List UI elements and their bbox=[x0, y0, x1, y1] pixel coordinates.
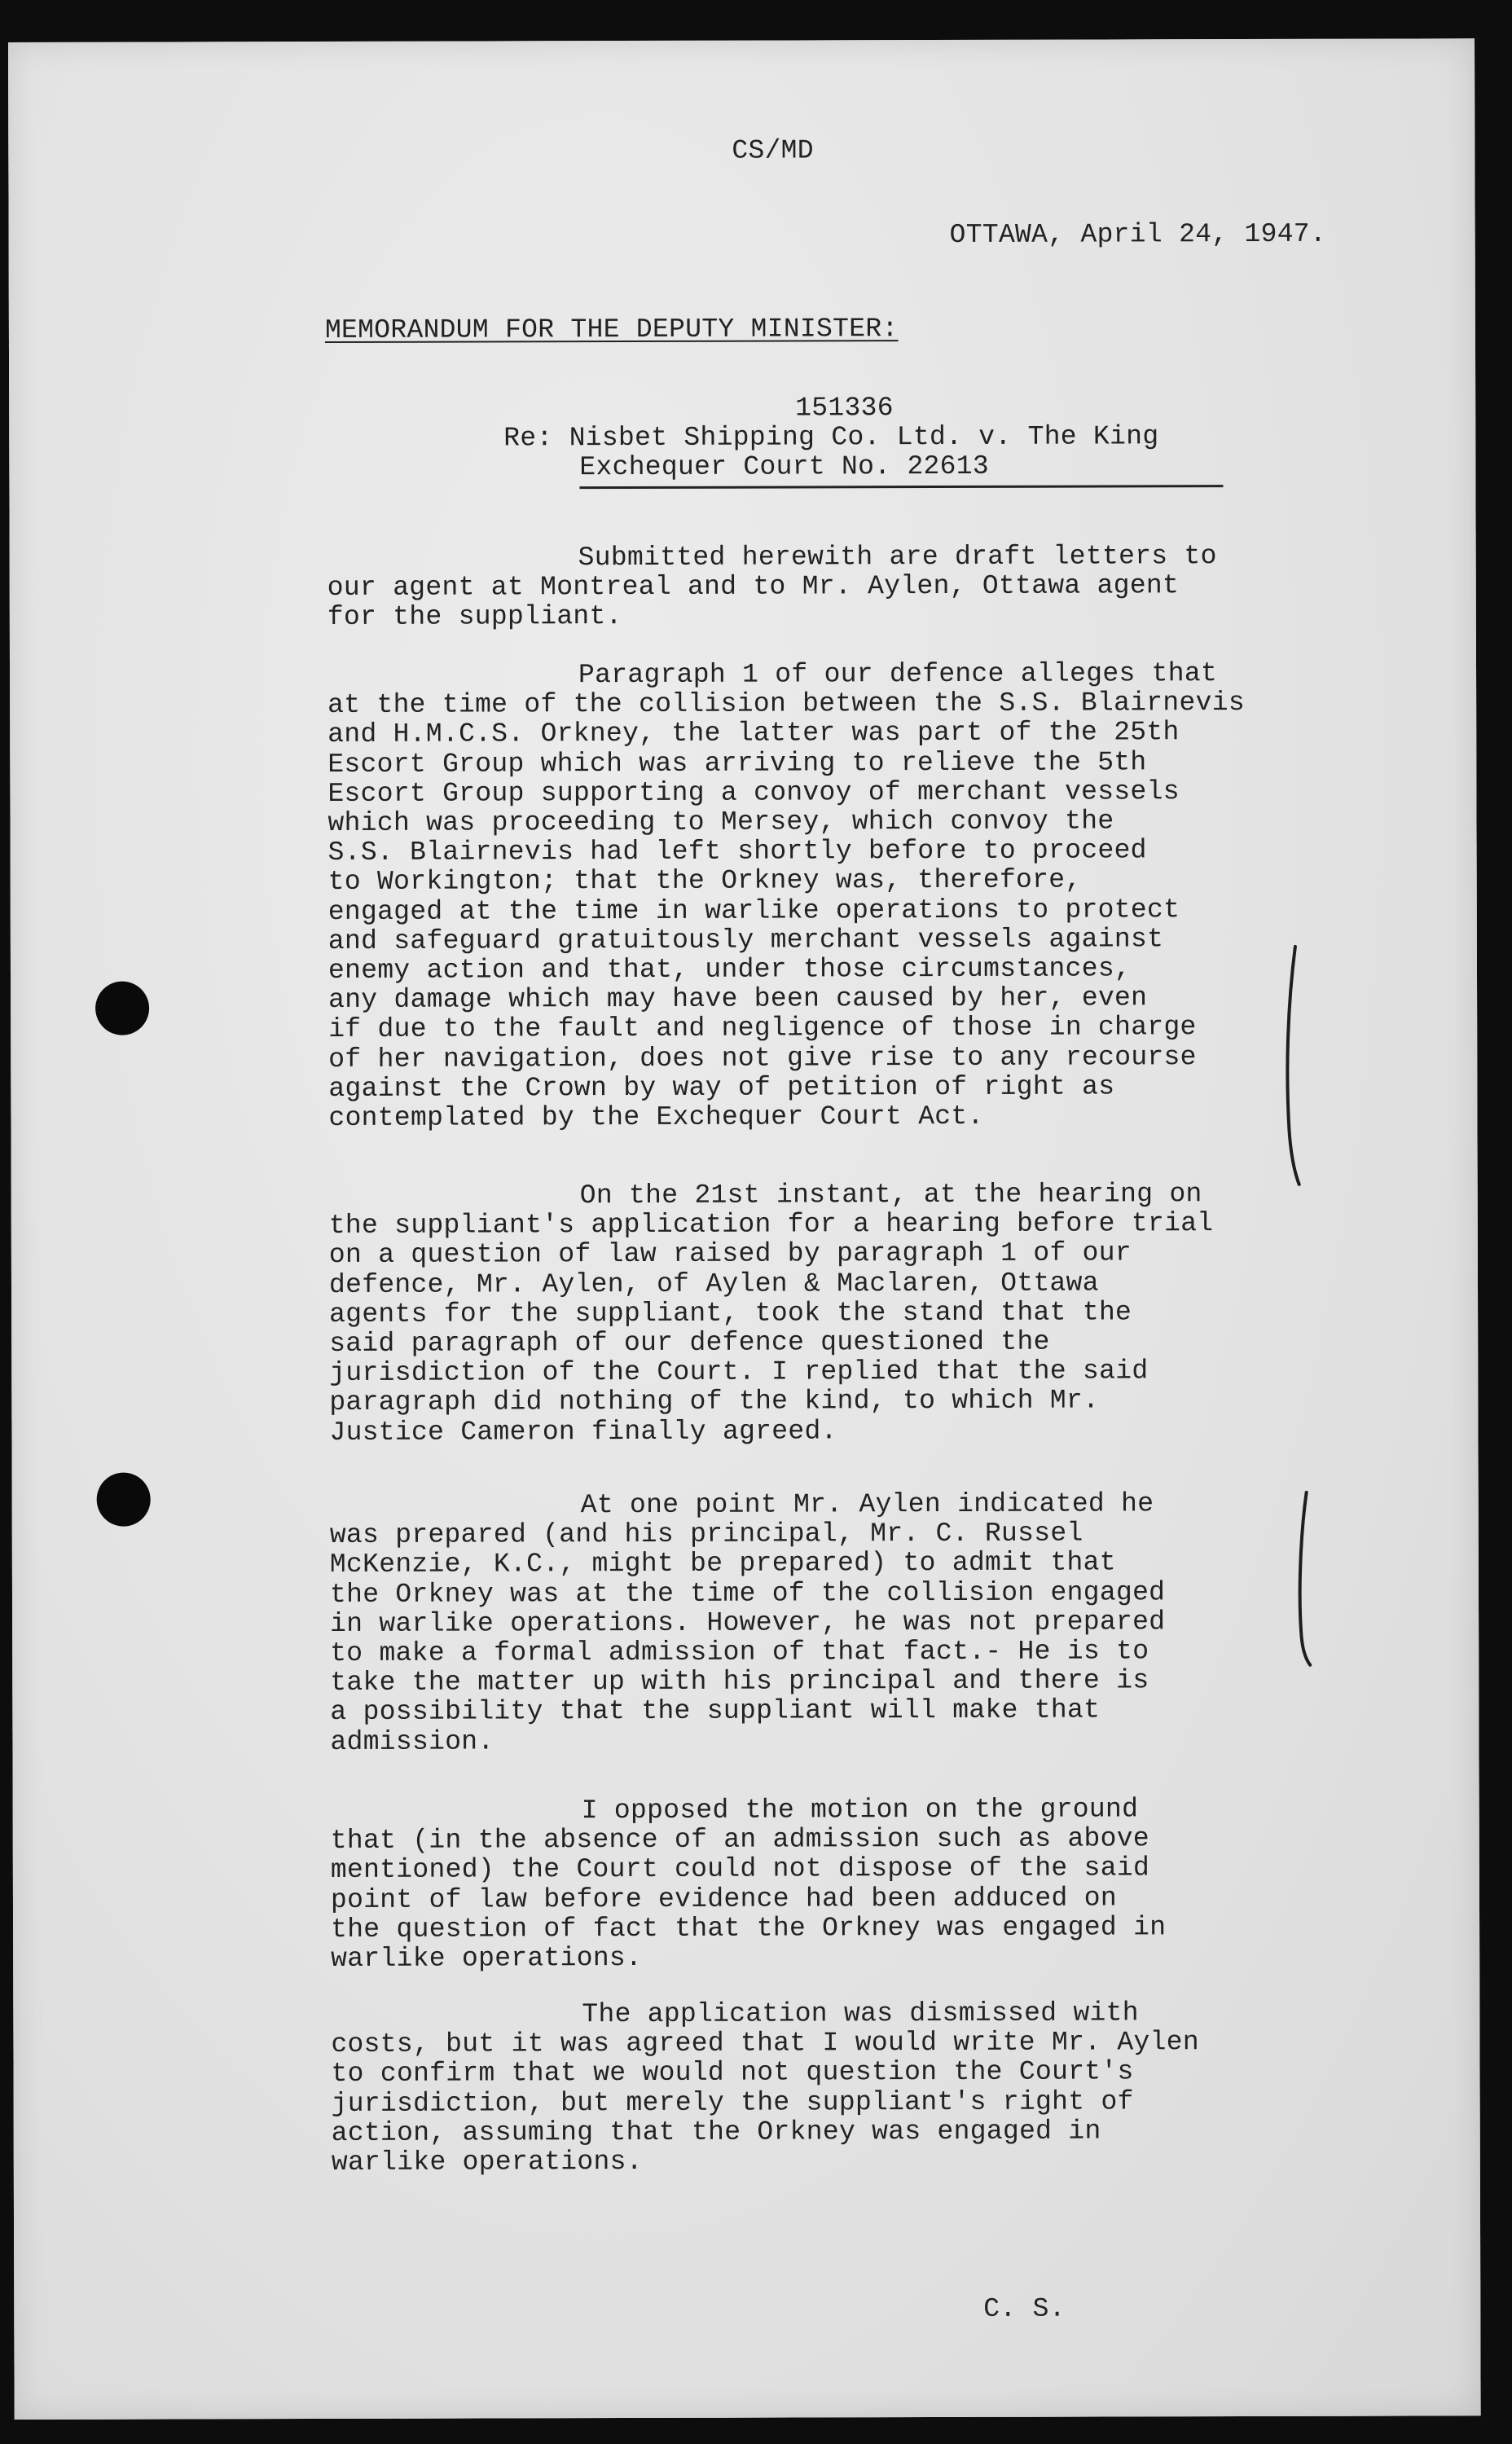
file-number: 151336 bbox=[795, 393, 894, 424]
paragraph-line: enemy action and that, under those circumstances, bbox=[327, 953, 1132, 987]
paragraph-line: to make a formal admission of that fact.- He is to bbox=[330, 1636, 1149, 1668]
paragraph-2 bbox=[327, 659, 1388, 1134]
paragraph-line: warlike operations. bbox=[331, 2146, 643, 2178]
paragraph-line: Paragraph 1 of our defence alleges that bbox=[578, 658, 1218, 691]
paragraph-line: the question of fact that the Orkney was engaged in bbox=[331, 1912, 1167, 1945]
paragraph-line: At one point Mr. Aylen indicated he bbox=[580, 1488, 1154, 1521]
paragraph-3 bbox=[329, 1180, 1389, 1448]
paragraph-line: which was proceeding to Mersey, which convoy the bbox=[327, 806, 1114, 838]
paragraph-line: said paragraph of our defence questioned the bbox=[329, 1326, 1050, 1359]
paragraph-line: any damage which may have been caused by her, even bbox=[328, 982, 1148, 1016]
paragraph-line: at the time of the collision between the S.S. Blairnevis bbox=[327, 688, 1245, 721]
paragraph-line: our agent at Montreal and to Mr. Aylen, Ottawa agent bbox=[327, 570, 1180, 604]
margin-bracket-mark-upper bbox=[1277, 943, 1311, 1188]
memo-addressee: MEMORANDUM FOR THE DEPUTY MINISTER: bbox=[324, 314, 899, 345]
paragraph-4 bbox=[330, 1489, 1390, 1757]
reference-code: CS/MD bbox=[732, 135, 814, 166]
paragraph-line: On the 21st instant, at the hearing on bbox=[579, 1179, 1202, 1211]
margin-bracket-mark-lower bbox=[1287, 1489, 1321, 1668]
paragraph-line: admission. bbox=[330, 1726, 494, 1757]
paragraph-line: costs, but it was agreed that I would write Mr. Aylen bbox=[331, 2027, 1199, 2060]
signature-initials: C. S. bbox=[983, 2293, 1066, 2324]
paragraph-line: McKenzie, K.C., might be prepared) to admit that bbox=[329, 1547, 1116, 1580]
punch-hole-upper bbox=[95, 982, 149, 1035]
paragraph-line: for the suppliant. bbox=[327, 601, 622, 633]
paragraph-line: to confirm that we would not question the Court's bbox=[331, 2056, 1134, 2090]
place-date: OTTAWA, April 24, 1947. bbox=[949, 218, 1327, 250]
paragraph-6 bbox=[331, 1998, 1391, 2178]
court-line: Exchequer Court No. 22613 bbox=[579, 451, 990, 483]
paragraph-line: agents for the suppliant, took the stand that the bbox=[329, 1297, 1132, 1330]
paragraph-line: a possibility that the suppliant will make that bbox=[330, 1695, 1101, 1728]
paragraph-line: the Orkney was at the time of the collision engaged bbox=[329, 1576, 1166, 1610]
paragraph-line: on a question of law raised by paragraph 1 of our bbox=[328, 1237, 1132, 1271]
paragraph-line: point of law before evidence had been adduced on bbox=[330, 1883, 1117, 1915]
paragraph-line: of her navigation, does not give rise to any recourse bbox=[328, 1041, 1197, 1075]
paragraph-line: and H.M.C.S. Orkney, the latter was part of the 25th bbox=[327, 717, 1180, 750]
paragraph-line: against the Crown by way of petition of right as bbox=[328, 1071, 1115, 1104]
paragraph-line: contemplated by the Exchequer Court Act. bbox=[328, 1101, 984, 1134]
paragraph-line: paragraph did nothing of the kind, to which Mr. bbox=[329, 1385, 1100, 1418]
paragraph-line: mentioned) the Court could not dispose of the said bbox=[330, 1853, 1150, 1886]
paragraph-line: the suppliant's application for a hearing before trial bbox=[328, 1208, 1214, 1242]
paragraph-line: I opposed the motion on the ground bbox=[581, 1794, 1139, 1826]
paragraph-line: and safeguard gratuitously merchant vessels against bbox=[327, 924, 1164, 956]
paragraph-line: action, assuming that the Orkney was engaged in bbox=[331, 2116, 1101, 2148]
paragraph-1 bbox=[327, 542, 1387, 633]
paragraph-line: take the matter up with his principal and there is bbox=[330, 1665, 1149, 1699]
re-line: Re: Nisbet Shipping Co. Ltd. v. The King bbox=[503, 421, 1159, 454]
paragraph-line: that (in the absence of an admission such as above bbox=[330, 1823, 1149, 1857]
paragraph-line: Escort Group which was arriving to relieve the 5th bbox=[327, 746, 1147, 780]
memo-page bbox=[8, 38, 1481, 2420]
paragraph-line: to Workington; that the Orkney was, therefore, bbox=[327, 864, 1082, 898]
re-underline bbox=[579, 485, 1223, 489]
paragraph-line: Escort Group supporting a convoy of merchant vessels bbox=[327, 776, 1180, 809]
paragraph-line: jurisdiction of the Court. I replied that the said bbox=[329, 1356, 1149, 1389]
paragraph-line: defence, Mr. Aylen, of Aylen & Maclaren, Ottawa bbox=[328, 1268, 1099, 1300]
paragraph-line: engaged at the time in warlike operations to protect bbox=[327, 894, 1180, 927]
paragraph-line: jurisdiction, but merely the suppliant's right of bbox=[331, 2086, 1134, 2119]
paragraph-line: Submitted herewith are draft letters to bbox=[578, 541, 1217, 574]
paragraph-line: Justice Cameron finally agreed. bbox=[329, 1415, 837, 1448]
paragraph-line: in warlike operations. However, he was not prepared bbox=[330, 1607, 1166, 1639]
paragraph-line: if due to the fault and negligence of those in charge bbox=[328, 1012, 1197, 1045]
paragraph-line: The application was dismissed with bbox=[582, 1998, 1139, 2030]
paragraph-line: was prepared (and his principal, Mr. C. Russel bbox=[329, 1518, 1083, 1551]
punch-hole-lower bbox=[97, 1473, 151, 1527]
paragraph-line: warlike operations. bbox=[331, 1942, 643, 1974]
paragraph-line: S.S. Blairnevis had left shortly before to proceed bbox=[327, 835, 1147, 868]
paragraph-5 bbox=[331, 1795, 1391, 1975]
